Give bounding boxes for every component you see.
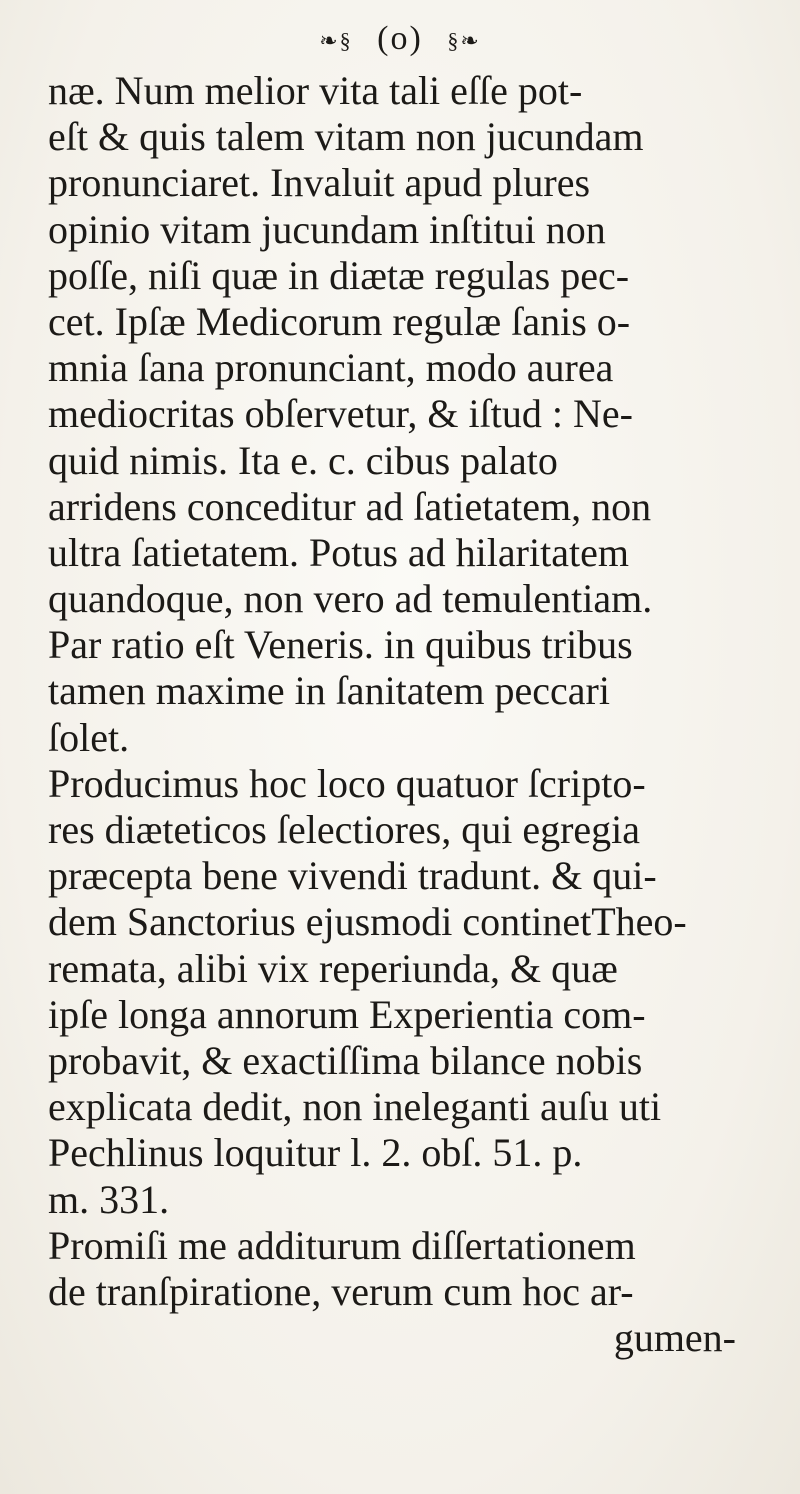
text-line: Pechlinus loquitur l. 2. obſ. 51. p. (48, 1130, 583, 1176)
text-line: quid nimis. Ita e. c. cibus palato (48, 437, 558, 483)
text-line: explicata dedit, non ineleganti auſu uti (48, 1084, 662, 1130)
text-line: cet. Ipſæ Medicorum regulæ ſanis o- (48, 298, 631, 344)
text-line: Par ratio eſt Veneris. in quibus tribus (48, 622, 633, 668)
text-line: ſolet. (48, 714, 130, 760)
page-header (0, 20, 800, 58)
left-ornament: ❧§ (319, 28, 353, 54)
text-line: eſt & quis talem vitam non jucundam (48, 114, 644, 160)
text-line: poſſe, niſi quæ in diætæ regulas pec- (48, 252, 630, 298)
text-line: Producimus hoc loco quatuor ſcripto- (48, 760, 646, 806)
catchword: gumen- (613, 1315, 736, 1361)
text-line: pronunciaret. Invaluit apud plures (48, 160, 591, 206)
text-line: opinio vitam jucundam inſtitui non (48, 206, 606, 252)
page-marker: (o) (377, 20, 423, 57)
text-line: ipſe longa annorum Experientia com- (48, 991, 646, 1037)
body-text (48, 68, 788, 1361)
right-ornament: §❧ (447, 28, 481, 54)
text-line: tamen maxime in ſanitatem peccari (48, 668, 610, 714)
text-line: præcepta bene vivendi tradunt. & qui- (48, 853, 657, 899)
text-line: mediocritas obſervetur, & iſtud : Ne- (48, 391, 633, 437)
text-line: res diæteticos ſelectiores, qui egregia (48, 807, 641, 852)
text-line: ultra ſatietatem. Potus ad hilaritatem (48, 529, 629, 575)
text-line: de tranſpiratione, verum cum hoc ar- (48, 1268, 634, 1314)
text-line: probavit, & exactiſſima bilance nobis (48, 1037, 643, 1083)
text-line: Promiſi me additurum diſſertationem (48, 1222, 636, 1268)
text-line: næ. Num melior vita tali eſſe pot- (48, 68, 583, 113)
text-line: dem Sanctorius ejusmodi continetTheo- (48, 899, 687, 945)
text-line: arridens conceditur ad ſatietatem, non (48, 483, 652, 529)
text-line: quandoque, non vero ad temulentiam. (48, 576, 653, 622)
text-line: remata, alibi vix reperiunda, & quæ (48, 945, 618, 991)
text-line: m. 331. (48, 1176, 170, 1222)
text-line: mnia ſana pronunciant, modo aurea (48, 345, 614, 391)
